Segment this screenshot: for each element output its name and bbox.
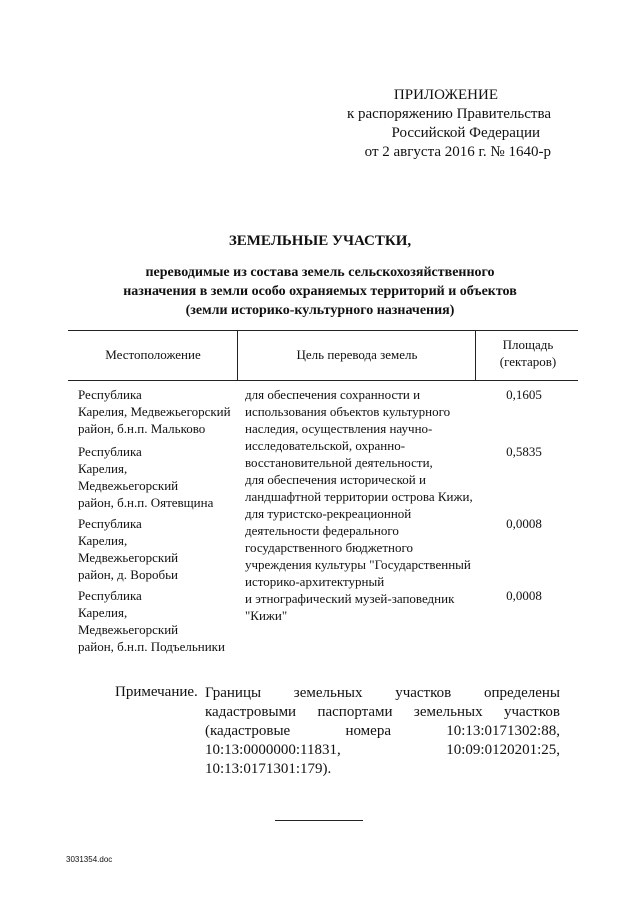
appendix-line: Российской Федерации [391, 125, 540, 141]
header-area: Площадь (гектаров) [499, 337, 557, 369]
table-row-area: 0,5835 [506, 444, 542, 459]
header-location: Местоположение [105, 347, 201, 362]
document-subtitle: переводимые из состава земель сельскохозяйственного назначения в земли особо охраняемых территорий и объектов (земли историко-культурного назначения) [123, 265, 517, 318]
note-text: Границы земельных участков определены кадастровыми паспортами земельных участков (кадастровые номера 10:13:0171302:88, 10:13:0000000:11831, 10:09:0120201:25, 10:13:0171301:179). [205, 685, 560, 777]
document-id: 3031354.doc [66, 855, 113, 864]
table-purpose-text: для обеспечения сохранности и использования объектов культурного наследия, осуществления научно- исследовательской, охранно- восстановительной деятельности, для обеспечения исторической и ландшафтной территории острова Кижи, для туристско-рекреационной деятельности федерального государственного бюджетного учреждения культуры "Государственный историко-архитектурный и этнографический музей-заповедник "Кижи" [245, 387, 473, 623]
table-row-area: 0,0008 [506, 588, 542, 603]
table-top-rule [68, 330, 578, 331]
table-row-location: Республика Карелия, Медвежьегорский район, б.н.п. Оятевщина [78, 444, 214, 510]
table-row-location: Республика Карелия, Медвежьегорский район, б.н.п. Мальково [78, 387, 231, 436]
closing-rule [275, 820, 363, 821]
column-divider [475, 330, 476, 380]
header-purpose: Цель перевода земель [296, 347, 418, 362]
table-row-location: Республика Карелия, Медвежьегорский район, б.н.п. Подъельники [78, 588, 225, 654]
note-label: Примечание. [115, 684, 198, 700]
appendix-block [320, 86, 580, 162]
appendix-line: к распоряжению Правительства [346, 106, 551, 122]
appendix-title: ПРИЛОЖЕНИЕ [393, 87, 498, 103]
table-row-area: 0,1605 [506, 387, 542, 402]
column-divider [237, 330, 238, 380]
document-title: ЗЕМЕЛЬНЫЕ УЧАСТКИ, [228, 233, 412, 249]
table-row-area: 0,0008 [506, 516, 542, 531]
table-row-location: Республика Карелия, Медвежьегорский район, д. Воробьи [78, 516, 179, 582]
appendix-line: от 2 августа 2016 г. № 1640-р [364, 144, 551, 160]
table-header-rule [68, 380, 578, 381]
